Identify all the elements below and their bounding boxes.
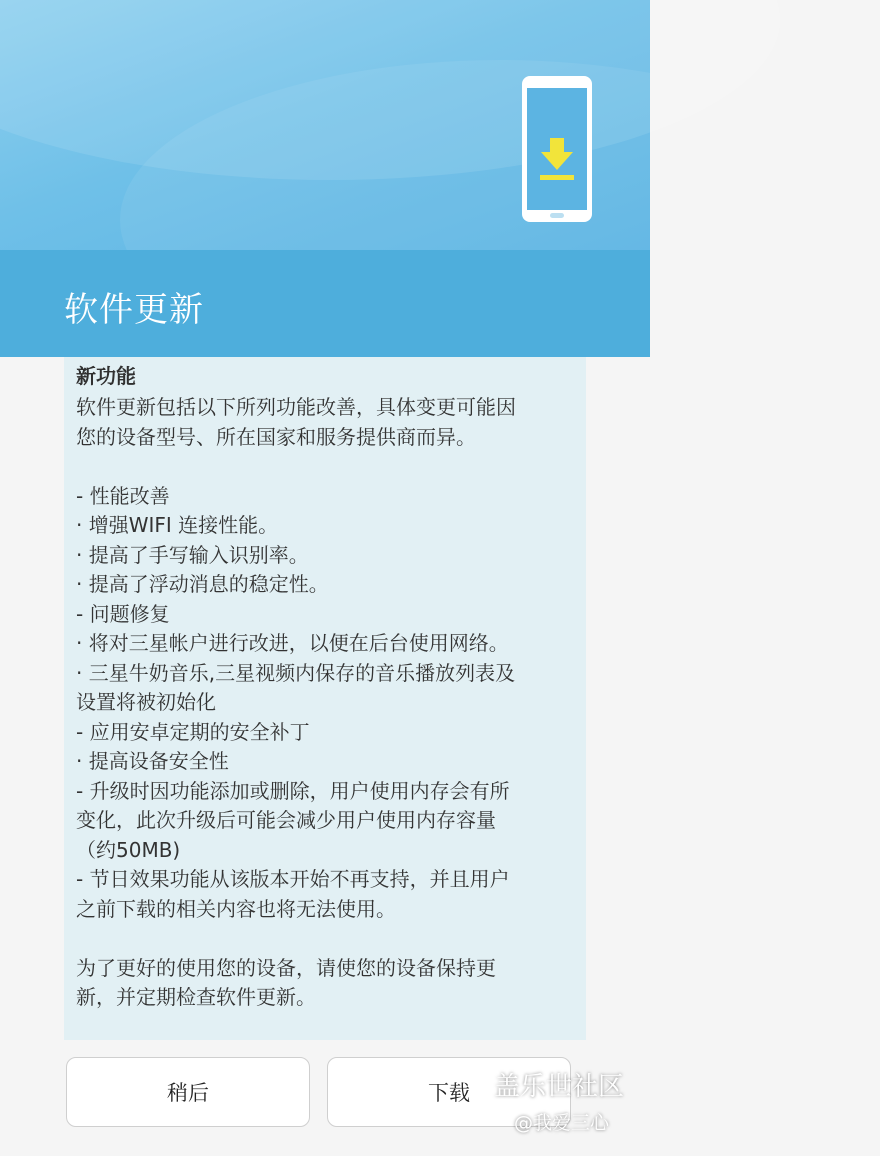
phone-home-button <box>550 213 564 218</box>
blank-line <box>76 1013 578 1043</box>
note-line: - 应用安卓定期的安全补丁 <box>76 719 310 744</box>
phone-download-icon <box>522 76 592 222</box>
note-line: · 提高了浮动消息的稳定性。 <box>76 572 329 596</box>
note-line: （约50MB) <box>76 837 181 862</box>
release-notes-panel[interactable] <box>64 357 586 1040</box>
note-line: 为了更好的使用您的设备，请使您的设备保持更 <box>76 955 496 980</box>
section-heading: 新功能 <box>76 364 136 388</box>
note-line: 之前下载的相关内容也将无法使用。 <box>76 896 396 921</box>
page-title: 软件更新 <box>64 290 204 330</box>
watermark-text: 盖乐世社区 <box>494 1072 625 1102</box>
download-arrow-icon <box>527 88 587 210</box>
note-line: - 性能改善 <box>76 483 170 508</box>
note-line: - 升级时因功能添加或删除，用户使用内存会有所 <box>76 778 510 803</box>
note-line: 设置将被初始化 <box>76 690 216 714</box>
note-line: 您的设备型号、所在国家和服务提供商而异。 <box>76 424 476 449</box>
blank-line <box>76 924 578 954</box>
note-line: · 增强WIFI 连接性能。 <box>76 513 279 537</box>
note-line: · 三星牛奶音乐,三星视频内保存的音乐播放列表及 <box>76 660 516 685</box>
note-line: · 提高了手写输入识别率。 <box>76 542 309 567</box>
phone-screen <box>527 88 587 210</box>
later-button[interactable]: 稍后 <box>66 1057 310 1127</box>
note-line: · 提高设备安全性 <box>76 749 229 773</box>
note-line: 变化，此次升级后可能会减少用户使用内存容量 <box>76 808 496 832</box>
note-line: - 节日效果功能从该版本开始不再支持，并且用户 <box>76 867 510 891</box>
download-button[interactable]: 下载 <box>327 1057 571 1127</box>
watermark-handle: @我爱三心 <box>514 1112 610 1134</box>
note-line: 新，并定期检查软件更新。 <box>76 985 316 1009</box>
release-notes-content <box>76 357 578 1072</box>
blank-line <box>76 452 578 482</box>
header-banner <box>0 0 650 250</box>
note-line: · 将对三星帐户进行改进，以便在后台使用网络。 <box>76 631 509 655</box>
note-line: 软件更新包括以下所列功能改善，具体变更可能因 <box>76 395 516 419</box>
note-line: - 问题修复 <box>76 601 170 626</box>
